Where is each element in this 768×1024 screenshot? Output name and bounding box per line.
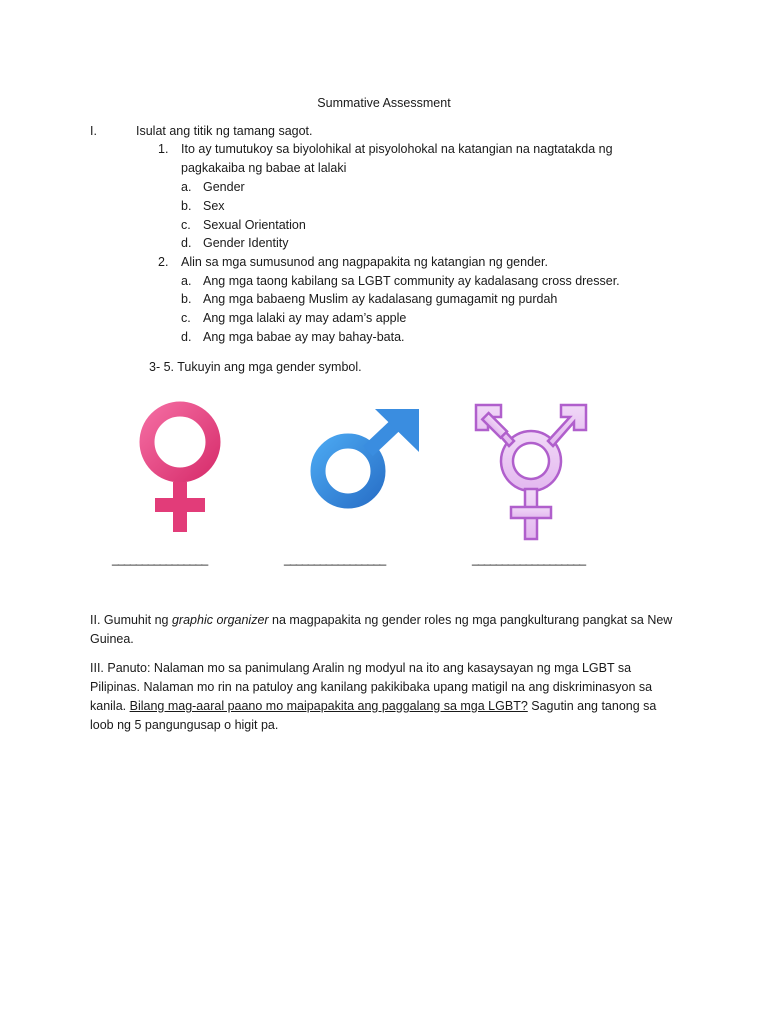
part3-prefix: III. Panuto: Nalaman mo sa panimulang Aralin ng modyul na ito ang kasaysayan ng mga LGBT sa Pilipinas. Nalaman mo rin na patuloy ang kanilang pakikibaka upang matigil na ang diskriminasyon sa kanila. — [90, 661, 653, 713]
part2-paragraph — [90, 611, 680, 649]
q2-option-letter: d. — [181, 330, 192, 344]
female-symbol-icon — [130, 396, 230, 538]
q3to5-text: 3- 5. Tukuyin ang mga gender symbol. — [149, 360, 362, 374]
q1-option-letter: d. — [181, 236, 192, 250]
q2-number: 2. — [158, 255, 169, 269]
answer-blank[interactable]: _________________ — [284, 552, 386, 566]
part1-instruction: Isulat ang titik ng tamang sagot. — [136, 124, 313, 138]
part1-numeral: I. — [90, 124, 97, 138]
part3-paragraph — [90, 659, 680, 735]
q2-text: Alin sa mga sumusunod ang nagpapakita ng katangian ng gender. — [181, 255, 548, 269]
q2-option-text: Ang mga taong kabilang sa LGBT community ay kadalasang cross dresser. — [203, 274, 620, 288]
q2-option-text: Ang mga babaeng Muslim ay kadalasang gumagamit ng purdah — [203, 292, 558, 306]
part3-underlined-question: Bilang mag-aaral paano mo maipapakita ang paggalang sa mga LGBT? — [129, 699, 528, 713]
q1-option-letter: b. — [181, 199, 192, 213]
q1-number: 1. — [158, 142, 169, 156]
male-symbol-icon — [305, 404, 425, 516]
q1-text-line1: Ito ay tumutukoy sa biyolohikal at pisyolohokal na katangian na nagtatakda ng — [181, 142, 613, 156]
part2-italic: graphic organizer — [171, 613, 269, 627]
q2-option-text: Ang mga lalaki ay may adam’s apple — [203, 311, 407, 325]
answer-blank[interactable]: ___________________ — [472, 552, 586, 566]
q1-text-line2: pagkakaiba ng babae at lalaki — [181, 161, 347, 175]
q2-option-text: Ang mga babae ay may bahay-bata. — [203, 330, 405, 344]
part3-suffix: Sagutin ang tanong sa loob ng 5 pangungusap o higit pa. — [90, 699, 657, 732]
part2-suffix: na magpapakita ng gender roles ng mga pangkulturang pangkat sa New Guinea. — [90, 613, 673, 646]
answer-blank[interactable]: ________________ — [112, 552, 208, 566]
q1-option-text: Gender — [203, 180, 245, 194]
q1-option-letter: a. — [181, 180, 192, 194]
transgender-symbol-icon — [470, 393, 592, 545]
q1-option-text: Gender Identity — [203, 236, 289, 250]
q1-option-text: Sexual Orientation — [203, 218, 306, 232]
document-title: Summative Assessment — [317, 96, 451, 110]
part2-prefix: II. Gumuhit ng — [90, 613, 172, 627]
q2-option-letter: c. — [181, 311, 191, 325]
q1-option-text: Sex — [203, 199, 225, 213]
q1-option-letter: c. — [181, 218, 191, 232]
q2-option-letter: b. — [181, 292, 192, 306]
q2-option-letter: a. — [181, 274, 192, 288]
